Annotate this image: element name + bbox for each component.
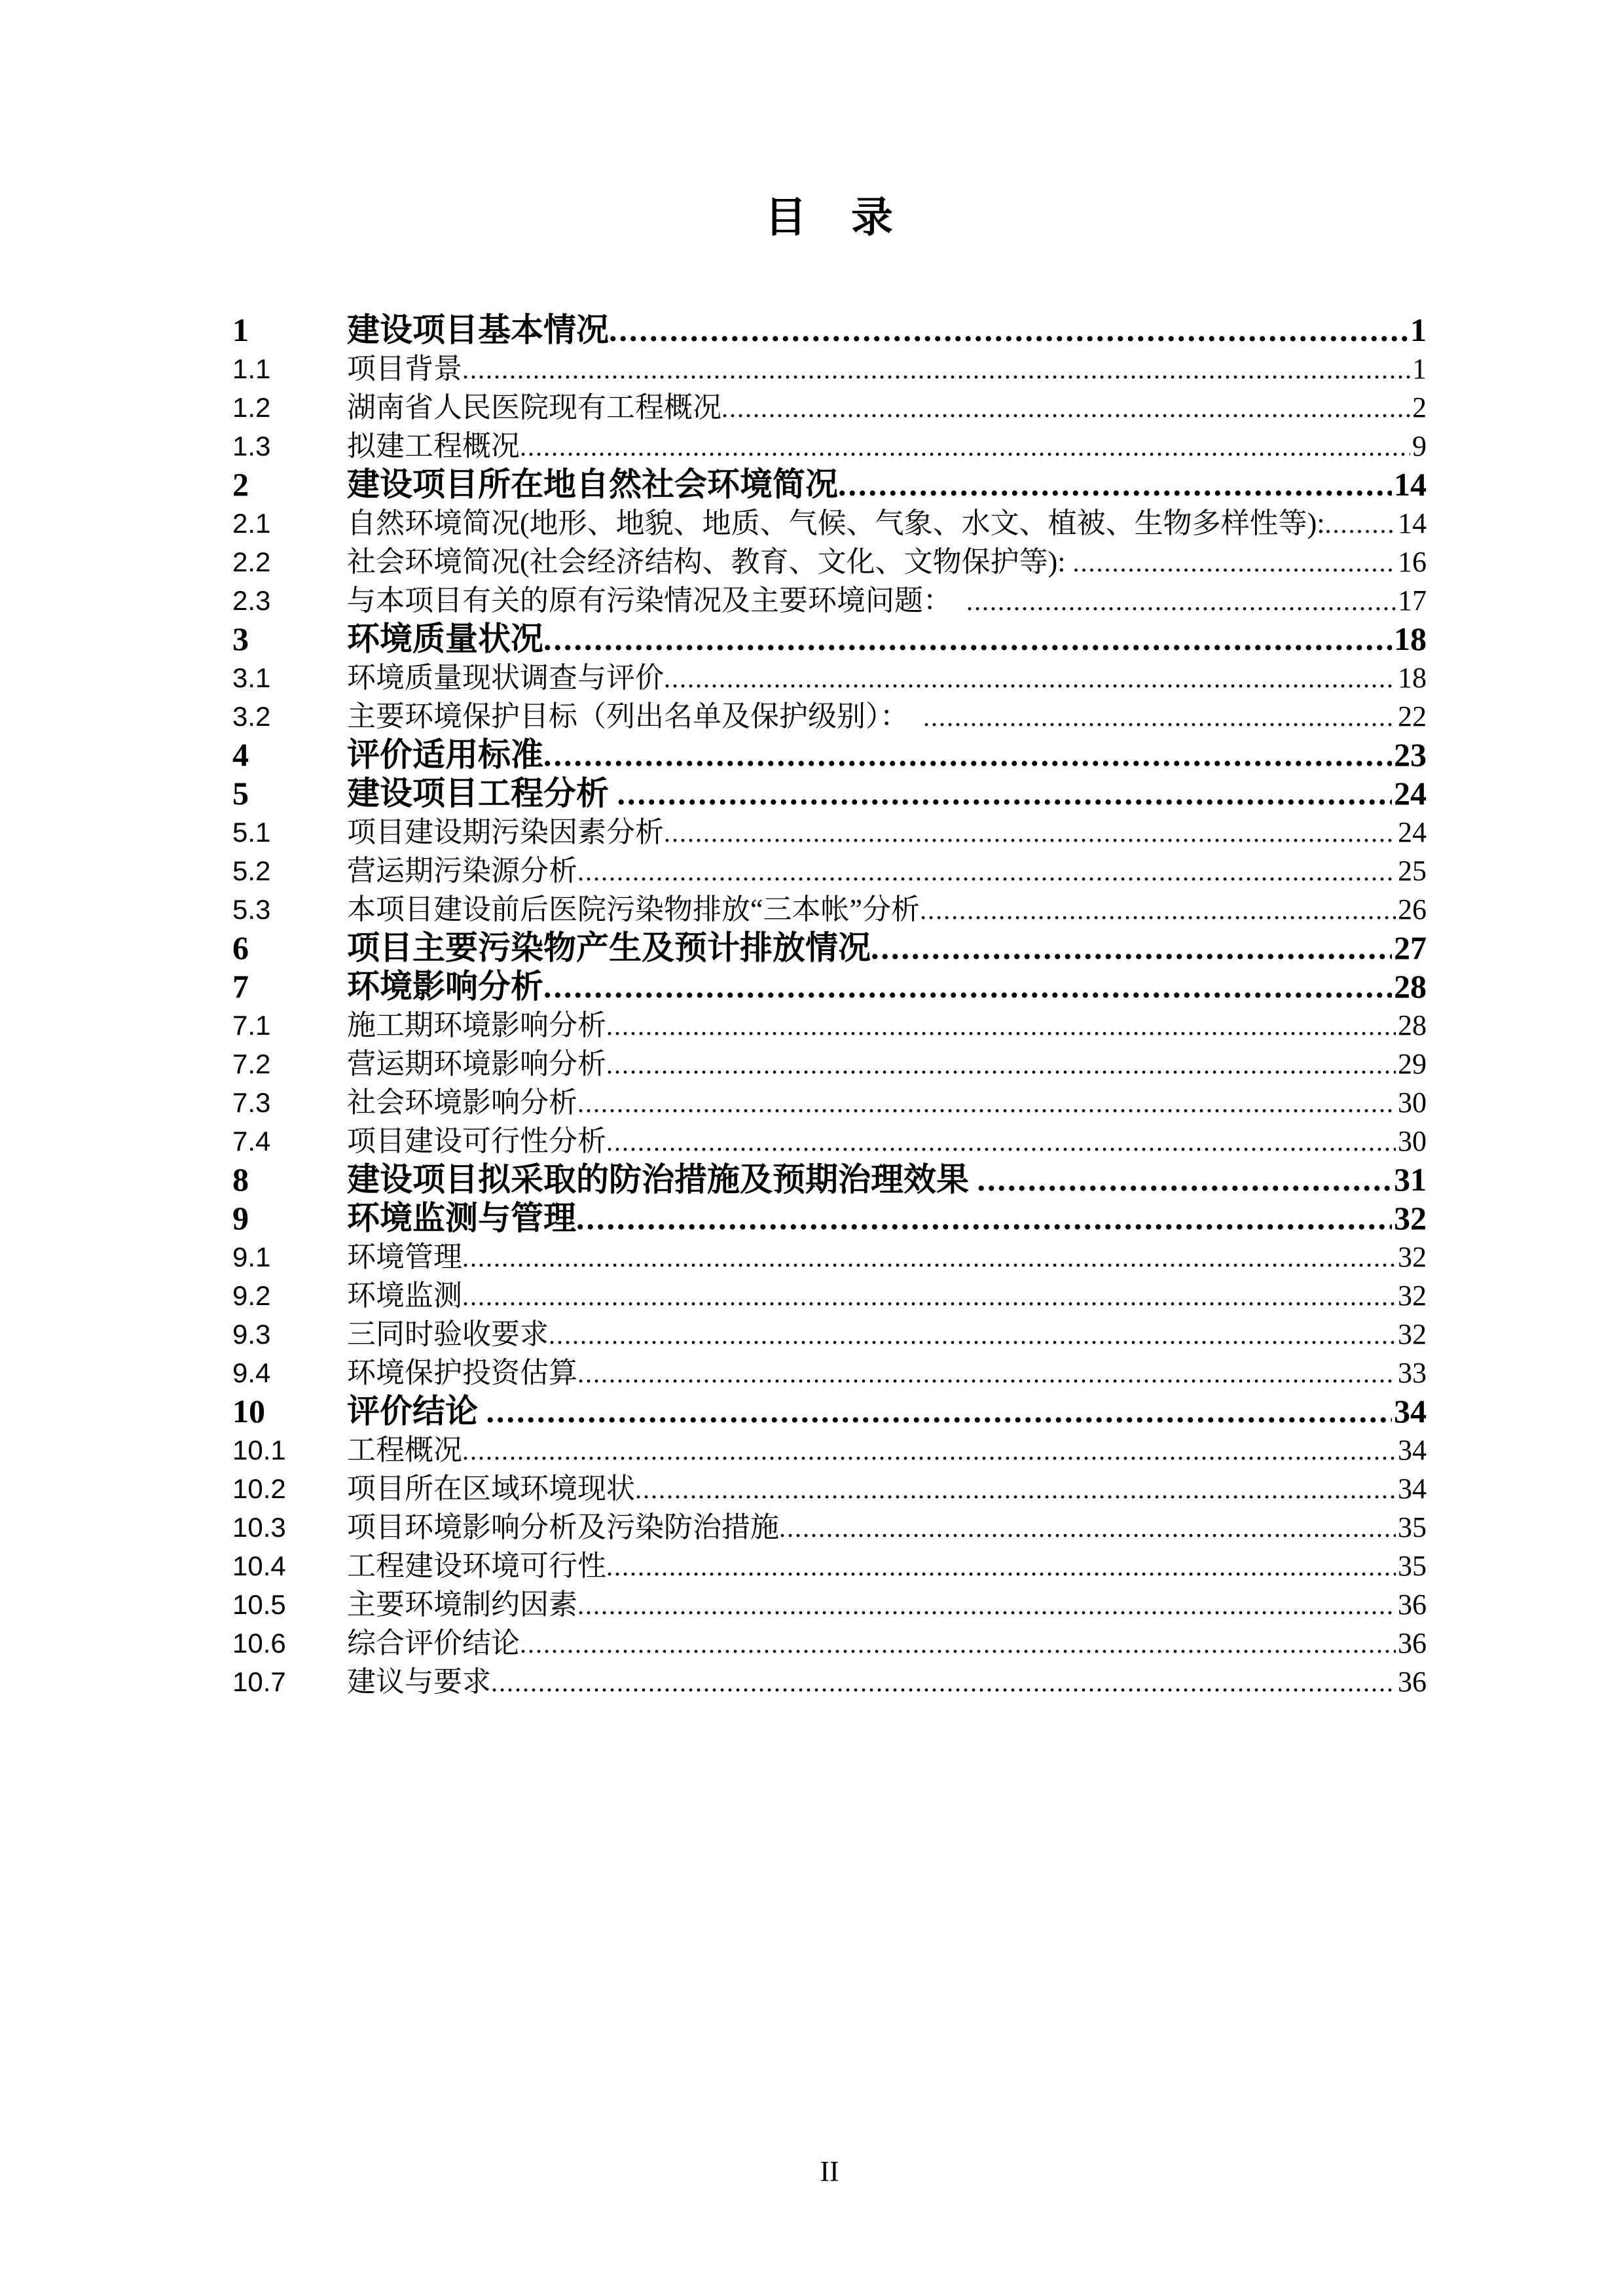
toc-item-page-number: 1 <box>1410 312 1427 348</box>
toc-item-title: 建设项目基本情况 <box>347 312 609 348</box>
toc-item-number: 6 <box>232 929 249 966</box>
toc-item-number: 3 <box>232 620 249 657</box>
toc-item-page-number: 31 <box>1394 1161 1427 1198</box>
toc-item-title: 评价结论 <box>347 1393 486 1429</box>
toc-item-title: 综合评价结论 <box>347 1627 520 1659</box>
toc-item-title: 建设项目所在地自然社会环境简况 <box>347 466 838 503</box>
toc-row <box>232 1160 1427 1199</box>
toc-item-title: 建设项目拟采取的防治措施及预期治理效果 <box>347 1161 977 1198</box>
toc-row <box>232 543 1427 581</box>
toc-item-number: 3.2 <box>232 701 271 732</box>
toc-leader-dots <box>923 697 1396 736</box>
toc-item-title: 工程概况 <box>347 1434 462 1466</box>
toc-item-page-number: 26 <box>1398 893 1427 925</box>
toc-item-number: 1.2 <box>232 392 271 423</box>
toc-item-title: 建议与要求 <box>347 1666 491 1698</box>
toc-row <box>232 388 1427 427</box>
toc-leader-dots <box>721 388 1410 427</box>
toc-row <box>232 813 1427 852</box>
toc-row <box>232 465 1427 504</box>
toc-row <box>232 1662 1427 1701</box>
toc-item-title: 三同时验收要求 <box>347 1318 549 1350</box>
toc-leader-dots <box>920 890 1396 929</box>
toc-item-title: 项目背景 <box>347 353 462 385</box>
toc-leader-dots <box>606 1045 1396 1084</box>
toc-item-page-number: 23 <box>1394 736 1427 773</box>
toc-row <box>232 1122 1427 1160</box>
toc-item-page-number: 22 <box>1398 700 1427 732</box>
toc-leader-dots <box>520 427 1410 466</box>
toc-item-title: 建设项目工程分析 <box>347 775 617 812</box>
toc-item-title: 营运期环境影响分析 <box>347 1048 606 1080</box>
toc-item-page-number: 32 <box>1398 1280 1427 1312</box>
toc-item-page-number: 14 <box>1394 466 1427 503</box>
toc-item-title: 环境影响分析 <box>347 968 543 1005</box>
toc-item-page-number: 36 <box>1398 1627 1427 1659</box>
toc-item-title: 自然环境简况(地形、地貌、地质、气候、气象、水文、植被、生物多样性等): <box>347 507 1325 539</box>
toc-leader-dots <box>520 1624 1396 1663</box>
toc-item-number: 9.2 <box>232 1280 271 1311</box>
toc-item-title: 社会环境简况(社会经济结构、教育、文化、文物保护等): <box>347 546 1073 578</box>
toc-leader-dots <box>871 929 1392 967</box>
toc-item-page-number: 34 <box>1398 1473 1427 1505</box>
toc-item-number: 1.3 <box>232 431 271 461</box>
toc-item-title: 主要环境保护目标（列出名单及保护级别）： <box>347 700 923 732</box>
toc-item-number: 1 <box>232 312 249 348</box>
toc-item-title: 拟建工程概况 <box>347 430 520 462</box>
toc-item-title: 评价适用标准 <box>347 736 543 773</box>
toc-item-page-number: 34 <box>1398 1434 1427 1466</box>
toc-item-page-number: 36 <box>1398 1666 1427 1698</box>
toc-row <box>232 1199 1427 1238</box>
toc-item-number: 2.2 <box>232 547 271 577</box>
toc-leader-dots <box>779 1508 1396 1547</box>
toc-item-title: 环境监测 <box>347 1280 462 1312</box>
toc-row <box>232 620 1427 658</box>
toc-row <box>232 890 1427 929</box>
toc-item-page-number: 24 <box>1394 775 1427 812</box>
toc-item-number: 9.3 <box>232 1319 271 1350</box>
toc-item-page-number: 24 <box>1398 816 1427 848</box>
toc-row <box>232 350 1427 388</box>
toc-item-number: 2.3 <box>232 585 271 616</box>
toc-item-page-number: 18 <box>1394 620 1427 657</box>
toc-item-page-number: 35 <box>1398 1550 1427 1582</box>
toc-leader-dots <box>664 813 1396 852</box>
toc-item-number: 8 <box>232 1161 249 1198</box>
toc-leader-dots <box>577 1585 1396 1624</box>
toc-item-number: 5.3 <box>232 894 271 925</box>
toc-item-number: 5.1 <box>232 817 271 848</box>
toc-leader-dots <box>462 1431 1396 1470</box>
toc-leader-dots <box>606 1547 1396 1586</box>
toc-item-number: 3.1 <box>232 662 271 693</box>
toc-item-page-number: 29 <box>1398 1048 1427 1080</box>
toc-item-number: 10.6 <box>232 1628 286 1659</box>
toc-item-title: 环境保护投资估算 <box>347 1357 577 1389</box>
toc-item-title: 工程建设环境可行性 <box>347 1550 606 1582</box>
toc-item-title: 项目建设可行性分析 <box>347 1125 606 1157</box>
toc-item-page-number: 18 <box>1398 662 1427 694</box>
toc-leader-dots <box>462 350 1410 389</box>
toc-row <box>232 504 1427 543</box>
toc-leader-dots <box>462 1276 1396 1316</box>
toc-row <box>232 1431 1427 1469</box>
toc-item-page-number: 9 <box>1412 430 1427 462</box>
toc-row <box>232 697 1427 736</box>
toc-leader-dots <box>486 1392 1393 1431</box>
toc-item-title: 与本项目有关的原有污染情况及主要环境问题： <box>347 584 966 617</box>
toc-list <box>232 311 1427 1701</box>
toc-item-number: 9.4 <box>232 1357 271 1388</box>
toc-item-title: 环境质量现状调查与评价 <box>347 662 664 694</box>
toc-item-number: 7.4 <box>232 1126 271 1157</box>
toc-item-page-number: 32 <box>1398 1318 1427 1350</box>
toc-item-page-number: 17 <box>1398 584 1427 617</box>
toc-item-number: 5 <box>232 775 249 812</box>
toc-item-number: 10 <box>232 1393 265 1429</box>
toc-item-page-number: 28 <box>1394 968 1427 1005</box>
toc-item-title: 项目建设期污染因素分析 <box>347 816 664 848</box>
toc-leader-dots <box>543 736 1392 774</box>
toc-item-title: 营运期污染源分析 <box>347 855 577 887</box>
toc-leader-dots <box>549 1315 1396 1354</box>
toc-item-page-number: 33 <box>1398 1357 1427 1389</box>
toc-item-number: 9 <box>232 1200 249 1236</box>
toc-item-title: 主要环境制约因素 <box>347 1588 577 1621</box>
toc-row <box>232 1547 1427 1585</box>
page-title: 目 录 <box>765 194 894 241</box>
toc-item-title: 项目主要污染物产生及预计排放情况 <box>347 929 871 966</box>
toc-leader-dots <box>543 620 1392 658</box>
toc-leader-dots <box>491 1662 1396 1702</box>
toc-row <box>232 1276 1427 1315</box>
toc-item-title: 项目环境影响分析及污染防治措施 <box>347 1511 779 1543</box>
toc-item-number: 7.2 <box>232 1049 271 1079</box>
toc-leader-dots <box>606 1122 1396 1161</box>
toc-item-page-number: 30 <box>1398 1125 1427 1157</box>
footer-page-number: II <box>820 2155 839 2187</box>
toc-leader-dots <box>617 774 1393 813</box>
toc-row <box>232 852 1427 890</box>
toc-item-title: 环境质量状况 <box>347 620 543 657</box>
toc-row <box>232 427 1427 465</box>
toc-item-page-number: 28 <box>1398 1009 1427 1041</box>
toc-item-number: 10.2 <box>232 1473 286 1504</box>
toc-item-number: 10.4 <box>232 1551 286 1581</box>
toc-item-number: 4 <box>232 736 249 773</box>
toc-item-page-number: 27 <box>1394 929 1427 966</box>
toc-leader-dots <box>577 1354 1396 1393</box>
toc-row <box>232 1238 1427 1276</box>
toc-leader-dots <box>577 1083 1396 1122</box>
toc-item-number: 1.1 <box>232 353 271 384</box>
toc-item-title: 社会环境影响分析 <box>347 1086 577 1119</box>
toc-item-number: 5.2 <box>232 855 271 886</box>
toc-row <box>232 967 1427 1006</box>
toc-item-page-number: 34 <box>1394 1393 1427 1429</box>
toc-item-number: 7.3 <box>232 1087 271 1118</box>
toc-row <box>232 774 1427 813</box>
toc-row <box>232 1585 1427 1624</box>
toc-item-number: 7.1 <box>232 1010 271 1041</box>
toc-row <box>232 1508 1427 1547</box>
toc-row <box>232 311 1427 350</box>
toc-leader-dots <box>966 581 1396 620</box>
toc-row <box>232 736 1427 774</box>
toc-leader-dots <box>664 658 1396 698</box>
toc-leader-dots <box>462 1238 1396 1277</box>
toc-item-page-number: 16 <box>1398 546 1427 578</box>
toc-item-page-number: 2 <box>1412 391 1427 423</box>
toc-item-page-number: 30 <box>1398 1086 1427 1119</box>
toc-item-title: 项目所在区域环境现状 <box>347 1473 635 1505</box>
toc-item-number: 9.1 <box>232 1242 271 1272</box>
toc-item-number: 10.1 <box>232 1435 286 1465</box>
toc-row <box>232 1045 1427 1083</box>
toc-item-number: 10.7 <box>232 1666 286 1697</box>
toc-leader-dots <box>977 1160 1393 1199</box>
toc-leader-dots <box>606 1006 1396 1045</box>
toc-row <box>232 1083 1427 1122</box>
toc-item-title: 施工期环境影响分析 <box>347 1009 606 1041</box>
toc-item-title: 湖南省人民医院现有工程概况 <box>347 391 721 423</box>
toc-row <box>232 1624 1427 1662</box>
toc-row <box>232 581 1427 620</box>
toc-item-page-number: 14 <box>1398 507 1427 539</box>
toc-leader-dots <box>1325 504 1396 543</box>
toc-item-title: 环境管理 <box>347 1241 462 1273</box>
toc-row <box>232 1392 1427 1431</box>
toc-item-page-number: 1 <box>1412 353 1427 385</box>
toc-row <box>232 929 1427 967</box>
toc-item-number: 10.5 <box>232 1589 286 1620</box>
toc-item-number: 10.3 <box>232 1512 286 1543</box>
toc-item-number: 2 <box>232 466 249 503</box>
toc-item-number: 2.1 <box>232 508 271 539</box>
toc-item-page-number: 25 <box>1398 855 1427 887</box>
toc-leader-dots <box>543 967 1392 1006</box>
toc-item-page-number: 32 <box>1398 1241 1427 1273</box>
toc-leader-dots <box>576 1199 1392 1238</box>
toc-leader-dots <box>577 852 1396 891</box>
toc-item-page-number: 32 <box>1394 1200 1427 1236</box>
toc-leader-dots <box>609 311 1408 350</box>
toc-item-title: 本项目建设前后医院污染物排放“三本帐”分析 <box>347 893 921 925</box>
toc-leader-dots <box>838 465 1392 504</box>
toc-item-title: 环境监测与管理 <box>347 1200 576 1236</box>
toc-row <box>232 1006 1427 1045</box>
toc-row <box>232 1469 1427 1508</box>
toc-item-number: 7 <box>232 968 249 1005</box>
toc-leader-dots <box>635 1469 1396 1509</box>
toc-row <box>232 1354 1427 1392</box>
toc-row <box>232 658 1427 697</box>
toc-leader-dots <box>1073 543 1396 582</box>
toc-item-page-number: 36 <box>1398 1588 1427 1621</box>
toc-item-page-number: 35 <box>1398 1511 1427 1543</box>
toc-row <box>232 1315 1427 1354</box>
